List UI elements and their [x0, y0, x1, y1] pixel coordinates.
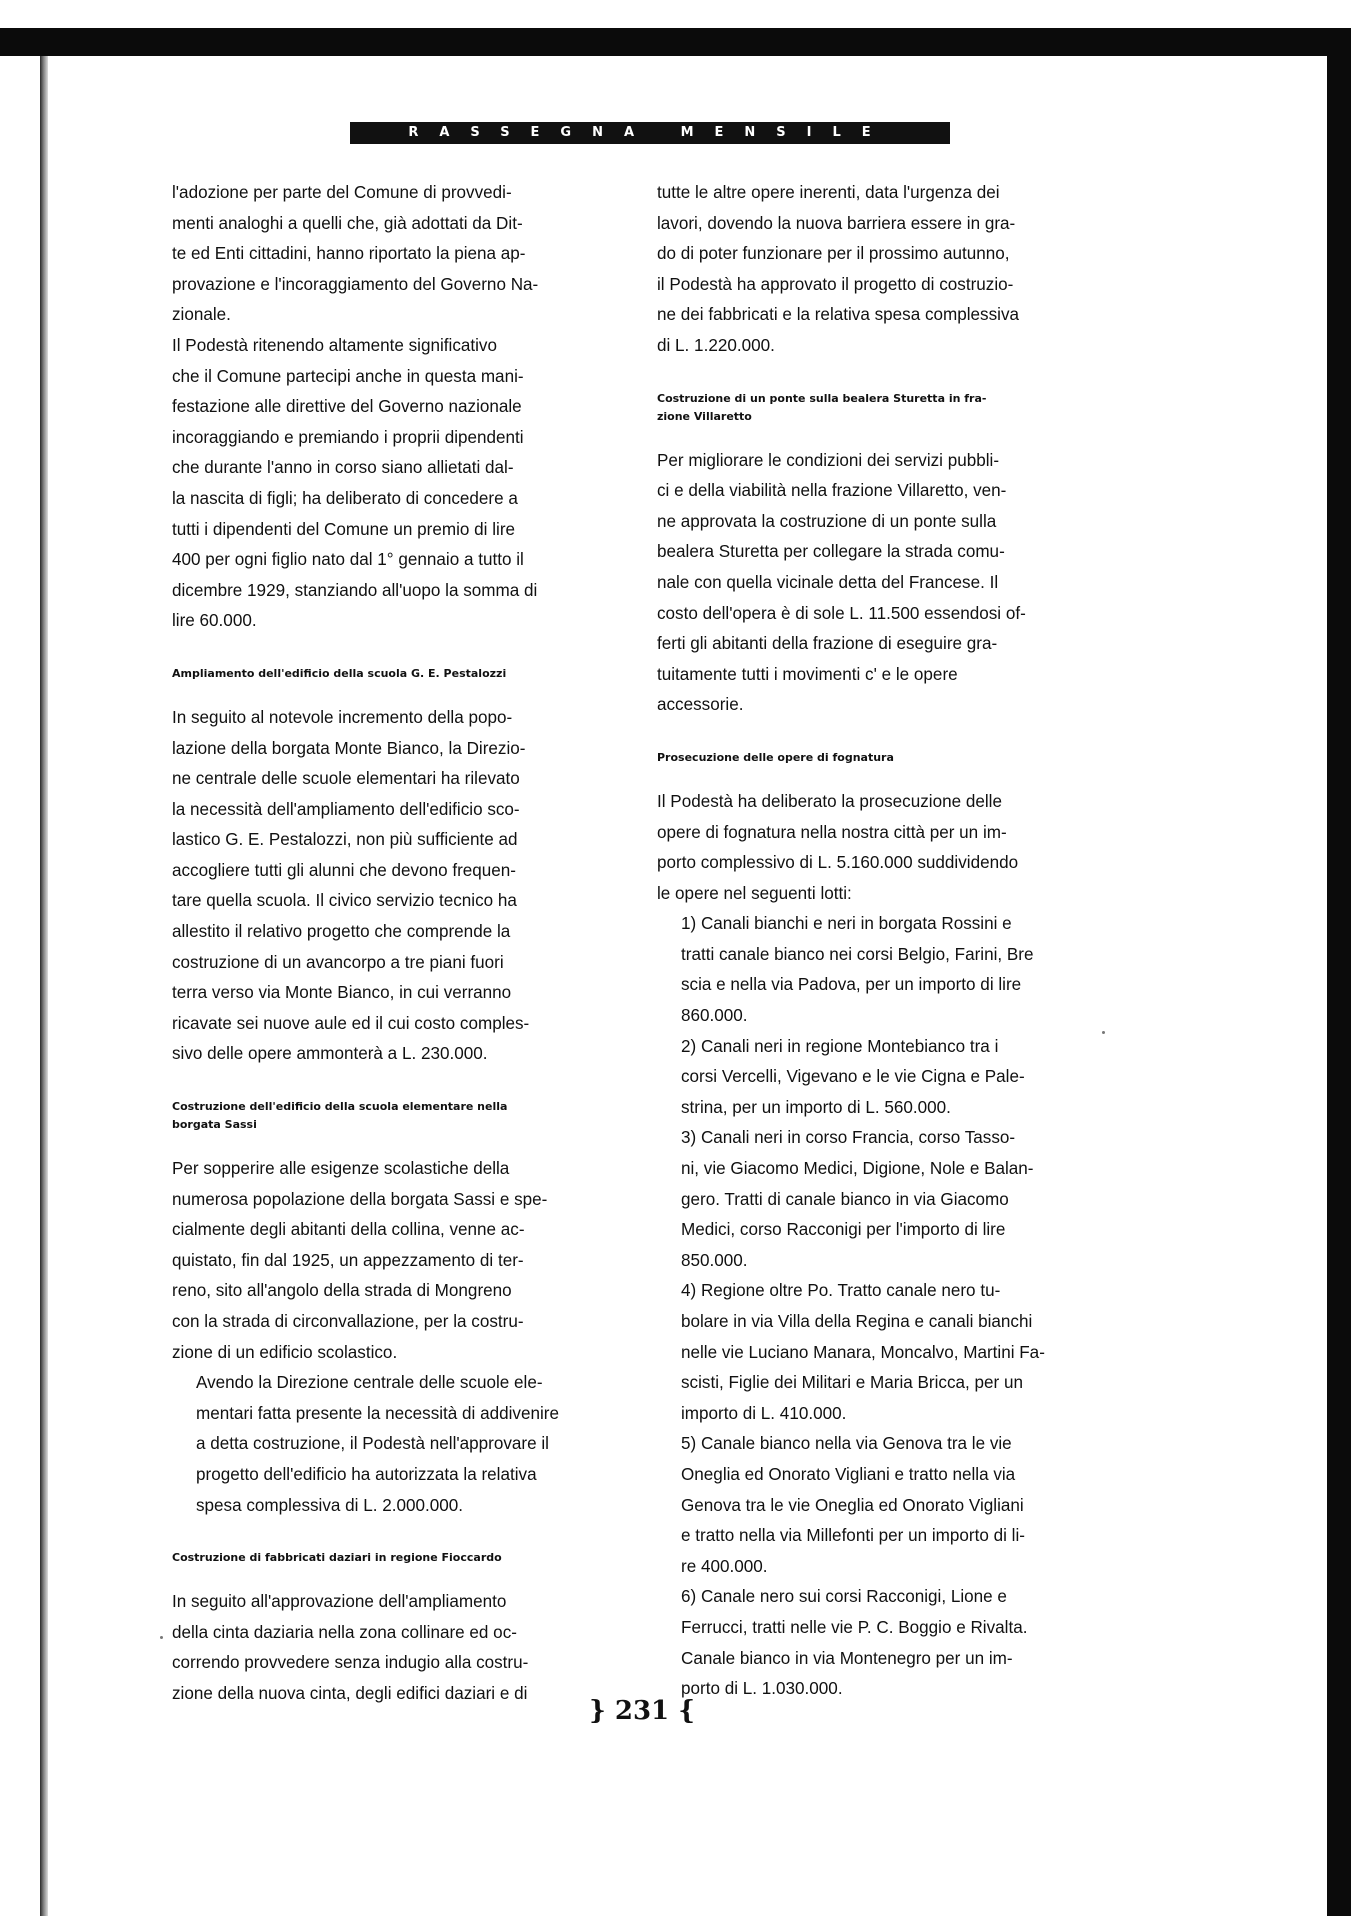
text-line: numerosa popolazione della borgata Sassi e spe-	[172, 1189, 548, 1209]
paragraph	[172, 1154, 634, 1368]
text-line: 400 per ogni figlio nato dal 1° gennaio a tutto il	[172, 550, 524, 570]
text-line: la nascita di figli; ha deliberato di concedere a	[172, 488, 518, 508]
text-line: a detta costruzione, il Podestà nell'approvare il	[196, 1434, 549, 1454]
text-line: Avendo la Direzione centrale delle scuole ele-	[196, 1373, 543, 1393]
text-line: 860.000.	[681, 1006, 748, 1026]
text-line: ci e della viabilità nella frazione Villaretto, ven-	[657, 481, 1007, 501]
text-line: 1) Canali bianchi e neri in borgata Rossini e	[681, 914, 1012, 934]
heading-line: zione Villaretto	[657, 409, 752, 423]
text-line: zione della nuova cinta, degli edifici daziari e di	[172, 1683, 528, 1703]
text-line: re 400.000.	[681, 1556, 768, 1576]
text-line: Canale bianco in via Montenegro per un im-	[681, 1648, 1013, 1668]
paragraph	[657, 1032, 1119, 1124]
paragraph	[172, 1368, 634, 1521]
text-line: costruzione di un avancorpo a tre piani fuori	[172, 952, 504, 972]
text-line: accessorie.	[657, 695, 744, 715]
text-line: te ed Enti cittadini, hanno riportato la piena ap-	[172, 244, 526, 264]
scan-border	[0, 28, 305, 56]
paragraph	[172, 1587, 634, 1709]
text-line: cialmente degli abitanti della collina, venne ac-	[172, 1220, 525, 1240]
text-line: Genova tra le vie Oneglia ed Onorato Vigliani	[681, 1495, 1024, 1515]
text-line: l'adozione per parte del Comune di provvedi-	[172, 183, 512, 202]
text-line: importo di L. 410.000.	[681, 1403, 847, 1423]
text-line: 6) Canale nero sui corsi Racconigi, Lione e	[681, 1587, 1007, 1607]
text-line: lavori, dovendo la nuova barriera essere in gra-	[657, 213, 1016, 233]
text-line: che durante l'anno in corso siano allietati dal-	[172, 458, 514, 478]
scan-speck	[1102, 1031, 1105, 1034]
text-line: menti analoghi a quelli che, già adottati da Dit-	[172, 213, 523, 233]
text-line: nelle vie Luciano Manara, Moncalvo, Martini Fa-	[681, 1342, 1045, 1362]
text-line: festazione alle direttive del Governo nazionale	[172, 397, 522, 417]
text-line: tratti canale bianco nei corsi Belgio, Farini, Bre	[681, 944, 1034, 964]
text-line: correndo provvedere senza indugio alla costru-	[172, 1653, 529, 1673]
section-heading	[172, 1549, 634, 1567]
text-line: nale con quella vicinale detta del Francese. Il	[657, 572, 999, 592]
text-line: Oneglia ed Onorato Vigliani e tratto nella via	[681, 1464, 1016, 1484]
page-edge	[40, 56, 48, 1916]
text-line: Ferrucci, tratti nelle vie P. C. Boggio e Rivalta.	[681, 1617, 1028, 1637]
text-line: lire 60.000.	[172, 611, 257, 631]
text-line: lastico G. E. Pestalozzi, non più sufficiente ad	[172, 830, 518, 850]
section-heading	[172, 1098, 634, 1134]
text-line: la necessità dell'ampliamento dell'edificio sco-	[172, 799, 520, 819]
text-line: mentari fatta presente la necessità di addivenire	[196, 1403, 559, 1423]
scan-border	[1327, 28, 1351, 1916]
heading-line: Ampliamento dell'edificio della scuola G. E. Pestalozzi	[172, 666, 507, 680]
text-line: lazione della borgata Monte Bianco, la Direzio-	[172, 738, 526, 758]
text-line: spesa complessiva di L. 2.000.000.	[196, 1495, 464, 1515]
section-heading	[172, 665, 634, 683]
text-line: tutti i dipendenti del Comune un premio di lire	[172, 519, 516, 539]
heading-line: Costruzione dell'edificio della scuola elementare nella	[172, 1100, 508, 1114]
paragraph	[172, 703, 634, 1070]
text-line: dicembre 1929, stanziando all'uopo la somma di	[172, 580, 538, 600]
text-line: Il Podestà ha deliberato la prosecuzione delle	[657, 791, 1002, 811]
text-line: porto complessivo di L. 5.160.000 suddividendo	[657, 853, 1019, 873]
right-column	[657, 178, 1119, 1705]
text-line: con la strada di circonvallazione, per la costru-	[172, 1312, 524, 1331]
paragraph	[172, 178, 634, 331]
text-line: scia e nella via Padova, per un importo di lire	[681, 975, 1022, 995]
text-line: 3) Canali neri in corso Francia, corso Tasso-	[681, 1128, 1016, 1148]
text-line: strina, per un importo di L. 560.000.	[681, 1097, 951, 1117]
page-number-ornament: }	[589, 1696, 606, 1726]
text-line: le opere nel seguenti lotti:	[657, 883, 852, 903]
section-heading	[657, 390, 1119, 426]
text-line: ne centrale delle scuole elementari ha rilevato	[172, 769, 520, 789]
text-line: zione di un edificio scolastico.	[172, 1342, 398, 1362]
heading-line: Prosecuzione delle opere di fognatura	[657, 750, 894, 764]
text-line: incoraggiando e premiando i proprii dipendenti	[172, 427, 524, 447]
text-line: tutte le altre opere inerenti, data l'urgenza dei	[657, 183, 1000, 202]
text-line: opere di fognatura nella nostra città per un im-	[657, 822, 1007, 842]
paragraph	[657, 1276, 1119, 1429]
heading-line: borgata Sassi	[172, 1118, 257, 1132]
left-column	[172, 178, 634, 1710]
text-line: Il Podestà ritenendo altamente significativo	[172, 335, 497, 355]
text-line: 5) Canale bianco nella via Genova tra le vie	[681, 1434, 1012, 1454]
text-line: 2) Canali neri in regione Montebianco tra i	[681, 1036, 999, 1056]
page-number-ornament: {	[678, 1696, 695, 1726]
text-line: 4) Regione oltre Po. Tratto canale nero tu-	[681, 1281, 1001, 1301]
text-line: tuitamente tutti i movimenti c' e le opere	[657, 664, 958, 684]
scan-margin-top	[0, 0, 1351, 30]
paragraph	[657, 1123, 1119, 1276]
page-number-value: 231	[614, 1696, 670, 1726]
text-line: gero. Tratti di canale bianco in via Giacomo	[681, 1189, 1009, 1209]
text-line: Per migliorare le condizioni dei servizi pubbli-	[657, 450, 1000, 470]
section-heading	[657, 749, 1119, 767]
text-line: Medici, corso Racconigi per l'importo di lire	[681, 1220, 1006, 1240]
text-line: e tratto nella via Millefonti per un importo di li-	[681, 1526, 1025, 1546]
text-line: sivo delle opere ammonterà a L. 230.000.	[172, 1044, 488, 1064]
text-line: che il Comune partecipi anche in questa mani-	[172, 366, 524, 386]
text-line: ne dei fabbricati e la relativa spesa complessiva	[657, 305, 1020, 325]
running-head: RASSEGNA MENSILE	[350, 122, 950, 144]
text-line: bolare in via Villa della Regina e canali bianchi	[681, 1312, 1033, 1331]
text-line: 850.000.	[681, 1250, 748, 1270]
paragraph	[657, 1429, 1119, 1582]
paragraph	[657, 446, 1119, 721]
text-line: di L. 1.220.000.	[657, 335, 775, 355]
text-line: porto di L. 1.030.000.	[681, 1679, 843, 1699]
paragraph	[657, 178, 1119, 362]
paragraph	[657, 909, 1119, 1031]
text-line: della cinta daziaria nella zona collinare ed oc-	[172, 1622, 517, 1642]
heading-line: Costruzione di fabbricati daziari in regione Fioccardo	[172, 1551, 502, 1565]
heading-line: Costruzione di un ponte sulla bealera Sturetta in fra-	[657, 391, 987, 405]
text-line: zionale.	[172, 305, 231, 325]
paragraph	[657, 1582, 1119, 1704]
text-line: reno, sito all'angolo della strada di Mongreno	[172, 1281, 512, 1301]
text-line: terra verso via Monte Bianco, in cui verranno	[172, 983, 512, 1003]
text-line: corsi Vercelli, Vigevano e le vie Cigna e Pale-	[681, 1067, 1025, 1087]
text-line: il Podestà ha approvato il progetto di costruzio-	[657, 274, 1014, 294]
text-line: In seguito al notevole incremento della popo-	[172, 707, 513, 727]
text-line: provazione e l'incoraggiamento del Governo Na-	[172, 274, 539, 294]
text-line: accogliere tutti gli alunni che devono frequen-	[172, 860, 516, 880]
text-line: costo dell'opera è di sole L. 11.500 essendosi of-	[657, 603, 1026, 623]
text-line: bealera Sturetta per collegare la strada comu-	[657, 542, 1005, 562]
text-line: allestito il relativo progetto che comprende la	[172, 922, 511, 942]
page-number	[582, 1696, 702, 1726]
text-line: do di poter funzionare per il prossimo autunno,	[657, 244, 1010, 264]
text-line: ne approvata la costruzione di un ponte sulla	[657, 511, 997, 531]
text-line: ricavate sei nuove aule ed il cui costo comples-	[172, 1013, 530, 1033]
text-line: progetto dell'edificio ha autorizzata la relativa	[196, 1464, 537, 1484]
text-line: Per sopperire alle esigenze scolastiche della	[172, 1159, 510, 1179]
text-line: ni, vie Giacomo Medici, Digione, Nole e Balan-	[681, 1159, 1034, 1179]
text-line: ferti gli abitanti della frazione di eseguire gra-	[657, 634, 998, 654]
text-line: scisti, Figlie dei Militari e Maria Bricca, per un	[681, 1373, 1023, 1393]
paragraph	[172, 331, 634, 637]
text-line: In seguito all'approvazione dell'ampliamento	[172, 1592, 507, 1612]
paragraph	[657, 787, 1119, 909]
text-line: quistato, fin dal 1925, un appezzamento di ter-	[172, 1250, 524, 1270]
scan-speck	[160, 1636, 163, 1639]
text-line: tare quella scuola. Il civico servizio tecnico ha	[172, 891, 517, 911]
